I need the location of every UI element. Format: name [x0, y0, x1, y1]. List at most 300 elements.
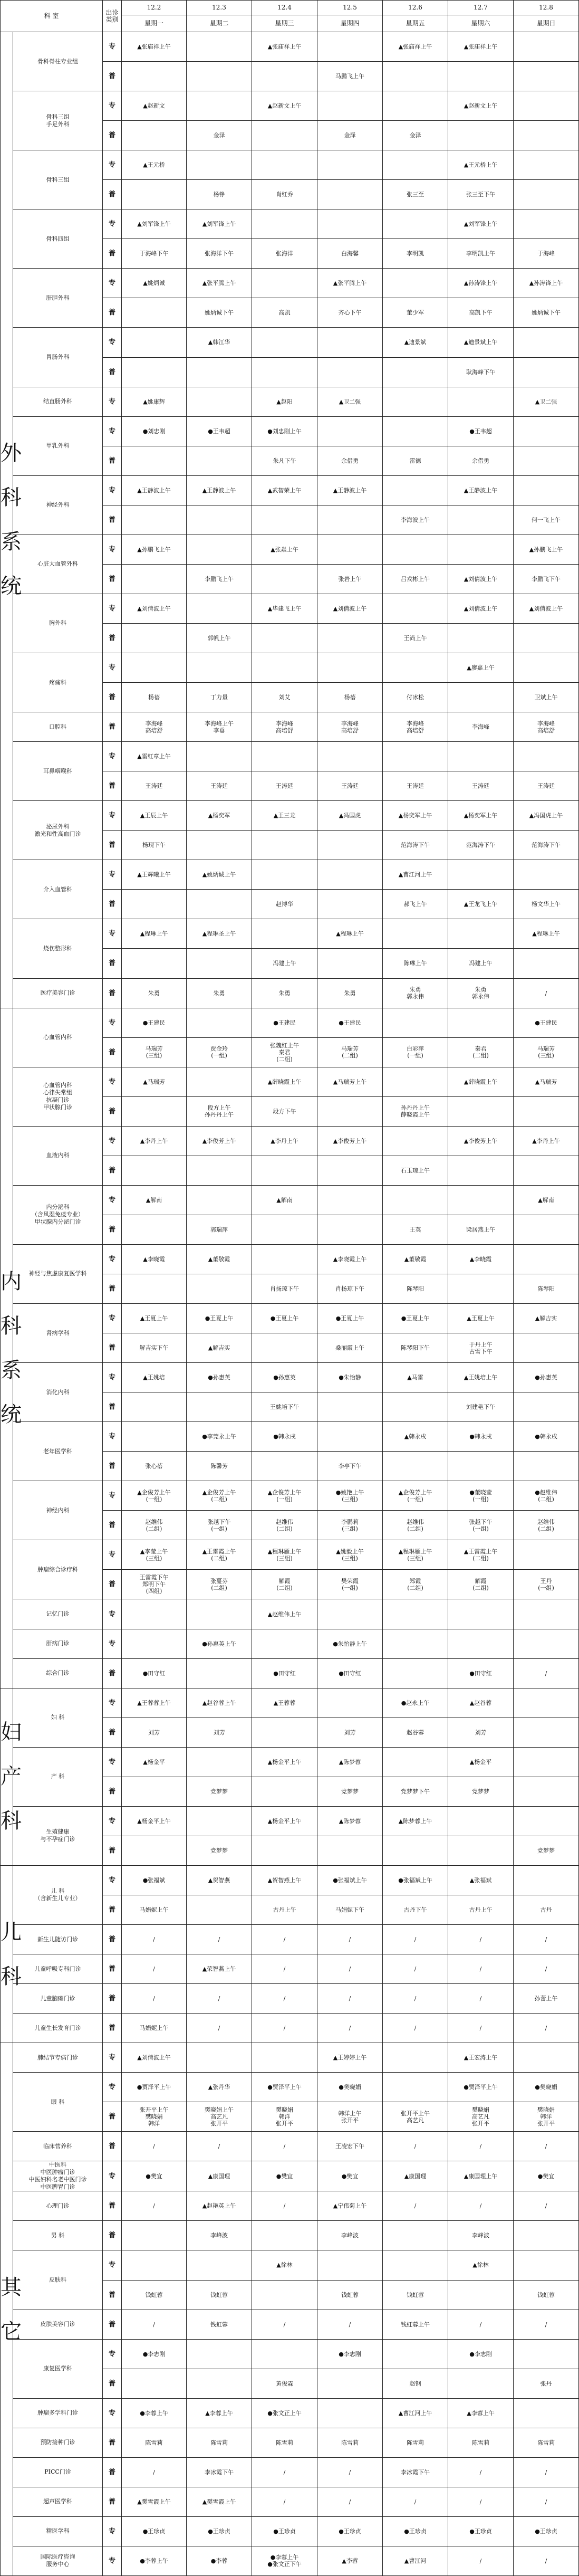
schedule-row	[1, 2221, 579, 2250]
schedule-cell: ▲马雷	[383, 1363, 448, 1392]
schedule-cell	[122, 890, 187, 919]
schedule-cell-line: 张蔓芬	[210, 1577, 228, 1585]
clinic-type: 普	[103, 1156, 122, 1185]
schedule-cell: ▲曹江河	[383, 2546, 448, 2575]
schedule-row	[1, 2014, 579, 2043]
schedule-cell	[317, 1570, 383, 1599]
schedule-cell	[448, 1096, 514, 1126]
schedule-cell: ▲董敬霞	[383, 1244, 448, 1274]
weekday-header: 星期六	[448, 15, 514, 32]
clinic-type: 专	[103, 594, 122, 623]
clinic-type: 普	[103, 1570, 122, 1599]
schedule-cell	[252, 1777, 317, 1806]
dept-name-line: 皮肤科	[49, 2276, 66, 2284]
schedule-cell: 朱凡下午	[252, 446, 317, 475]
schedule-cell: 马鹏飞上午	[317, 62, 383, 91]
schedule-cell: ▲马瑞芳	[514, 1067, 579, 1096]
schedule-cell: ▲张庙祥上午	[383, 32, 448, 62]
schedule-cell: ●田守红	[317, 1658, 383, 1688]
schedule-cell-line: (三组)	[146, 1052, 162, 1060]
schedule-cell: ▲李丹上午	[122, 1126, 187, 1156]
schedule-cell	[383, 475, 448, 505]
schedule-cell	[383, 978, 448, 1008]
schedule-cell: ●孙惠英	[514, 1363, 579, 1392]
schedule-cell: 钱虹蓉	[514, 2280, 579, 2310]
schedule-cell	[252, 1718, 317, 1747]
schedule-cell: ▲赵新文上午	[448, 91, 514, 121]
schedule-cell-line: 张开平	[472, 2120, 490, 2127]
clinic-type: 普	[103, 180, 122, 209]
schedule-cell	[252, 1156, 317, 1185]
schedule-cell-line: 薛晓霞上午	[401, 1111, 430, 1119]
dept-name-line: 肾病学科	[46, 1329, 70, 1337]
schedule-row	[1, 1244, 579, 1274]
schedule-cell	[514, 1511, 579, 1540]
schedule-cell	[383, 1096, 448, 1126]
schedule-cell: /	[317, 2310, 383, 2339]
schedule-cell	[187, 1156, 252, 1185]
dept-name-line: 记忆门诊	[46, 1610, 70, 1617]
schedule-cell: 金泽	[317, 121, 383, 150]
schedule-cell	[514, 1777, 579, 1806]
weekday-header: 星期日	[514, 15, 579, 32]
dept-name-line: 康复医学科	[43, 2365, 72, 2372]
schedule-cell	[317, 949, 383, 978]
schedule-cell	[514, 1865, 579, 1895]
schedule-cell	[317, 1037, 383, 1067]
schedule-cell: 陈雪莉	[187, 2428, 252, 2457]
schedule-cell	[252, 505, 317, 535]
schedule-cell: 付冰松	[383, 683, 448, 712]
schedule-cell: ▲杨金平上午	[122, 1806, 187, 1836]
schedule-cell	[187, 446, 252, 475]
schedule-cell	[514, 2339, 579, 2369]
schedule-cell	[383, 2073, 448, 2102]
schedule-cell	[448, 978, 514, 1008]
schedule-cell	[187, 62, 252, 91]
schedule-cell: ▲程琳上午	[122, 919, 187, 949]
schedule-cell-line: (一组)	[407, 1052, 423, 1060]
schedule-cell-line: 高艺凡	[407, 2116, 424, 2124]
schedule-cell: ●王韦超	[187, 416, 252, 446]
dept-name-line: 神经与焦虑康复医学科	[28, 1270, 87, 1277]
schedule-cell: 高凯下午	[448, 298, 514, 328]
schedule-cell: 范海涛下午	[448, 831, 514, 860]
schedule-cell: /	[514, 2457, 579, 2487]
schedule-cell: ▲薛晓霞上午	[448, 1067, 514, 1096]
schedule-cell: ▲赵维伟上午	[252, 1599, 317, 1629]
weekday-header: 星期四	[317, 15, 383, 32]
clinic-type: 专	[103, 32, 122, 62]
clinic-type: 普	[103, 978, 122, 1008]
clinic-type: 专	[103, 269, 122, 298]
clinic-type: 普	[103, 2457, 122, 2487]
clinic-type: 普	[103, 890, 122, 919]
schedule-cell: ●王夏上午	[187, 1304, 252, 1333]
schedule-cell: ▲杨金平	[122, 1747, 187, 1777]
schedule-cell: ▲李俊芳上午	[448, 1126, 514, 1156]
schedule-cell: ●贾泽平上午	[448, 2073, 514, 2102]
schedule-row	[1, 2546, 579, 2575]
schedule-cell: ▲李蓉上午	[187, 2398, 252, 2428]
date-header: 12.7	[448, 1, 514, 15]
schedule-cell	[187, 949, 252, 978]
schedule-cell: /	[252, 2014, 317, 2043]
schedule-cell-line: (二组)	[276, 1584, 293, 1591]
dept-name-line: 烧伤整形科	[43, 944, 72, 952]
schedule-cell-line: ▲程琳雁上午	[267, 1548, 302, 1555]
schedule-cell	[252, 357, 317, 387]
dept-name	[13, 328, 103, 387]
schedule-cell: 冯建上午	[448, 949, 514, 978]
clinic-type: 专	[103, 1304, 122, 1333]
schedule-cell: ▲樊雪霞上午	[187, 2487, 252, 2516]
schedule-cell	[514, 1215, 579, 1244]
schedule-cell	[383, 535, 448, 564]
schedule-cell	[448, 1511, 514, 1540]
schedule-cell: 李峰波	[317, 2221, 383, 2250]
dept-name-line: 甲状腺内分泌门诊	[34, 1218, 81, 1226]
date-header: 12.5	[317, 1, 383, 15]
type-header: 出诊类别	[103, 1, 122, 32]
clinic-type: 专	[103, 1126, 122, 1156]
schedule-cell: ●王建民	[514, 1008, 579, 1037]
clinic-type: 专	[103, 1629, 122, 1658]
clinic-type: 普	[103, 121, 122, 150]
schedule-cell: /	[448, 1984, 514, 2014]
schedule-cell-line: 张开平	[341, 2116, 359, 2124]
schedule-cell: 马娟妮下午	[317, 1895, 383, 1924]
schedule-cell	[514, 1747, 579, 1777]
schedule-cell-line: (一组)	[211, 1525, 227, 1532]
schedule-cell: ▲杨奕军	[187, 801, 252, 831]
schedule-cell: 于海峰下午	[122, 239, 187, 269]
dept-name-line: 临床营养科	[43, 2142, 72, 2150]
schedule-cell: 张三至	[383, 180, 448, 209]
dept-name	[13, 209, 103, 269]
schedule-row	[1, 2457, 579, 2487]
schedule-cell: /	[122, 2191, 187, 2221]
schedule-cell	[383, 269, 448, 298]
group-label-char: 统	[1, 574, 22, 599]
schedule-cell	[448, 1629, 514, 1658]
dept-name-line: 中医妇科名老中医门诊	[28, 2176, 87, 2183]
dept-name	[13, 1008, 103, 1067]
schedule-cell	[187, 1540, 252, 1570]
schedule-cell: /	[448, 1925, 514, 1954]
schedule-cell: ●王夏上午	[383, 1304, 448, 1333]
schedule-cell: 党梦梦	[317, 1777, 383, 1806]
schedule-cell	[252, 2102, 317, 2132]
schedule-cell	[448, 683, 514, 712]
schedule-cell: 肖扬琼下午	[252, 1274, 317, 1303]
schedule-cell: 段方下午	[252, 1096, 317, 1126]
schedule-cell: 丁力量	[187, 683, 252, 712]
schedule-cell-line: (四组)	[146, 1588, 162, 1595]
schedule-cell: 金泽	[187, 121, 252, 150]
schedule-cell	[187, 2102, 252, 2132]
schedule-cell-line: 樊晓娟	[276, 2106, 294, 2114]
schedule-cell: 张心蓓	[122, 1452, 187, 1481]
dept-name	[13, 2250, 103, 2310]
schedule-cell	[252, 742, 317, 771]
schedule-cell	[187, 1747, 252, 1777]
schedule-cell	[317, 1540, 383, 1570]
schedule-cell-line: 郑明下午	[142, 1581, 166, 1588]
schedule-cell: /	[383, 2487, 448, 2516]
dept-name-line: 骨科四组	[46, 235, 70, 242]
schedule-row	[1, 1185, 579, 1215]
schedule-cell: /	[252, 2487, 317, 2516]
schedule-cell: ▲李蓉上午	[448, 2398, 514, 2428]
schedule-cell: 党梦梦下午	[383, 1777, 448, 1806]
schedule-cell: ▲解吉实	[514, 1304, 579, 1333]
dept-name	[13, 269, 103, 328]
schedule-cell: 陈雪莉	[317, 2428, 383, 2457]
schedule-cell: 黄俊霖	[252, 2369, 317, 2398]
schedule-cell	[252, 2546, 317, 2575]
schedule-row	[1, 2132, 579, 2161]
schedule-cell	[187, 1392, 252, 1422]
schedule-cell-line: ▲王雷霞上午	[202, 1548, 236, 1555]
dept-name-line: 精医学科	[46, 2527, 70, 2535]
schedule-cell-line: ●姚艳上午	[335, 1489, 364, 1496]
schedule-cell	[317, 1215, 383, 1244]
dept-name-line: 泌尿外科	[46, 823, 70, 830]
schedule-cell: ▲卫二强	[317, 387, 383, 416]
dept-name	[13, 2191, 103, 2221]
schedule-cell	[122, 1156, 187, 1185]
dept-name	[13, 594, 103, 653]
schedule-cell	[383, 1658, 448, 1688]
dept-name	[13, 535, 103, 594]
clinic-type: 普	[103, 446, 122, 475]
schedule-row	[1, 1363, 579, 1392]
schedule-cell: ▲王姚培上午	[448, 1363, 514, 1392]
schedule-cell: 李海峰	[448, 712, 514, 742]
schedule-cell	[187, 1067, 252, 1096]
schedule-cell	[383, 62, 448, 91]
schedule-cell: 王涛廷	[448, 771, 514, 801]
schedule-cell	[122, 1629, 187, 1658]
schedule-cell-line: (二组)	[276, 1055, 293, 1063]
schedule-cell-line: (三组)	[407, 1554, 423, 1562]
dept-name-line: 服务中心	[46, 2561, 70, 2568]
schedule-cell	[122, 328, 187, 357]
dept-name	[13, 860, 103, 919]
schedule-cell	[122, 2250, 187, 2280]
schedule-cell: ●田守红	[122, 1658, 187, 1688]
group-label-char: 统	[1, 1402, 22, 1427]
clinic-type: 普	[103, 2487, 122, 2516]
dept-name-line: 皮肤美容门诊	[40, 2321, 75, 2328]
schedule-cell	[317, 890, 383, 919]
schedule-cell: 于海峰	[514, 239, 579, 269]
schedule-cell: /	[448, 2310, 514, 2339]
schedule-cell	[383, 1126, 448, 1156]
schedule-cell: ▲解吉实	[187, 1333, 252, 1363]
schedule-cell: 王英	[383, 1215, 448, 1244]
schedule-cell-line: 解霞	[475, 1577, 487, 1585]
schedule-cell	[448, 1570, 514, 1599]
schedule-cell-line: 李海峰	[145, 720, 163, 727]
schedule-cell-line: ●张文正下午	[267, 2561, 302, 2568]
schedule-cell	[122, 1481, 187, 1511]
schedule-cell-line: ●董晓莹	[469, 1489, 492, 1496]
schedule-cell: 姚炳诚下午	[187, 298, 252, 328]
schedule-cell	[122, 712, 187, 742]
schedule-cell-line: 高培舒	[537, 727, 555, 734]
schedule-cell: ●樊晓娟	[514, 2073, 579, 2102]
clinic-type: 普	[103, 771, 122, 801]
dept-name	[13, 2310, 103, 2339]
schedule-cell: /	[187, 1925, 252, 1954]
schedule-cell	[448, 1452, 514, 1481]
schedule-cell	[514, 1481, 579, 1511]
clinic-type: 专	[103, 328, 122, 357]
schedule-cell	[317, 357, 383, 387]
dept-name-line: 妇 科	[51, 1714, 65, 1721]
dept-name	[13, 1185, 103, 1244]
schedule-cell: 郝飞上午	[383, 890, 448, 919]
clinic-type: 普	[103, 623, 122, 653]
schedule-cell: ●赵永上午	[383, 1688, 448, 1718]
dept-name-line: 介入血管科	[43, 885, 72, 893]
schedule-cell: 李鹏飞下午	[514, 564, 579, 594]
group-label-char: 其	[1, 2275, 22, 2300]
schedule-cell: ▲王辉曦上午	[122, 860, 187, 890]
schedule-cell	[448, 860, 514, 890]
clinic-type: 普	[103, 2310, 122, 2339]
schedule-cell	[448, 387, 514, 416]
schedule-cell: ▲樊雪霞上午	[122, 2487, 187, 2516]
clinic-type: 专	[103, 2073, 122, 2102]
clinic-type: 专	[103, 919, 122, 949]
schedule-cell: 冯建上午	[252, 949, 317, 978]
schedule-cell: ●李蓉	[187, 2546, 252, 2575]
schedule-cell: 杨铮	[187, 180, 252, 209]
dept-name	[13, 475, 103, 535]
schedule-cell: 李峰波	[187, 2221, 252, 2250]
schedule-cell-line: 高培舒	[276, 727, 294, 734]
schedule-cell	[383, 209, 448, 239]
schedule-cell: 刘芳	[317, 1718, 383, 1747]
dept-name	[13, 1481, 103, 1540]
schedule-cell-line: 贾金玲	[210, 1045, 228, 1053]
schedule-cell: ●李志刚	[122, 2339, 187, 2369]
dept-name-line: 男 科	[51, 2231, 65, 2239]
schedule-cell	[187, 890, 252, 919]
schedule-cell: ▲张平腾上午	[187, 269, 252, 298]
dept-name	[13, 1865, 103, 1924]
dept-name	[13, 2132, 103, 2161]
schedule-cell	[383, 2250, 448, 2280]
dept-name	[13, 1954, 103, 1984]
schedule-cell	[317, 180, 383, 209]
schedule-cell-line: 高艺凡	[210, 2113, 228, 2121]
schedule-cell-line: ▲企俊芳上午	[398, 1489, 432, 1496]
schedule-cell: ▲王夏上午	[448, 1304, 514, 1333]
dept-name	[13, 801, 103, 860]
schedule-cell: /	[448, 2546, 514, 2575]
schedule-cell-line: 高艺凡	[472, 2113, 490, 2121]
schedule-cell	[122, 1540, 187, 1570]
schedule-cell-line: (三组)	[146, 1554, 162, 1562]
schedule-cell	[383, 2102, 448, 2132]
dept-name-line: （含新生儿专业）	[34, 1895, 81, 1902]
schedule-cell: ●樊宜	[252, 2161, 317, 2191]
schedule-cell: ▲韩永戌	[383, 1422, 448, 1452]
dept-name-line: 消化内科	[46, 1388, 70, 1396]
schedule-cell: ▲孙鹏飞上午	[122, 535, 187, 564]
schedule-cell: ●王韦超	[448, 416, 514, 446]
schedule-cell: ●王珍贞	[383, 2516, 448, 2546]
schedule-cell: ●王建民	[122, 1008, 187, 1037]
schedule-cell-line: 张开平	[210, 2120, 228, 2127]
clinic-type: 专	[103, 1747, 122, 1777]
schedule-cell	[514, 1392, 579, 1422]
schedule-cell: 杨现下午	[122, 831, 187, 860]
schedule-cell: /	[383, 2014, 448, 2043]
schedule-cell	[383, 1037, 448, 1067]
schedule-cell: 余借勇	[448, 446, 514, 475]
schedule-cell: ●樊宜	[514, 2161, 579, 2191]
dept-name	[13, 2457, 103, 2487]
schedule-cell: 齐心下午	[317, 298, 383, 328]
schedule-cell	[383, 742, 448, 771]
schedule-cell: ▲李蓉	[317, 2546, 383, 2575]
schedule-cell: ▲王夏上午	[122, 1304, 187, 1333]
schedule-cell	[514, 1599, 579, 1629]
schedule-cell	[317, 623, 383, 653]
dept-name-line: 神经外科	[46, 501, 70, 509]
schedule-row	[1, 91, 579, 121]
clinic-type: 专	[103, 2161, 122, 2191]
dept-name-line: 神经内科	[46, 1506, 70, 1514]
schedule-cell: 李峰波	[448, 2221, 514, 2250]
clinic-type: 普	[103, 2132, 122, 2161]
clinic-type: 专	[103, 742, 122, 771]
clinic-type: 专	[103, 2043, 122, 2073]
schedule-cell	[252, 919, 317, 949]
schedule-cell	[317, 1392, 383, 1422]
schedule-cell: ▲刘倩波上午	[122, 2043, 187, 2073]
group-label-char: 妇	[1, 1720, 22, 1745]
schedule-cell: ▲张福斌	[448, 1865, 514, 1895]
dept-name	[13, 2487, 103, 2516]
schedule-cell: ●韩永戌	[514, 1422, 579, 1452]
schedule-cell: /	[317, 1925, 383, 1954]
schedule-cell	[187, 2250, 252, 2280]
schedule-cell: ▲张庙祥上午	[448, 32, 514, 62]
dept-name-line: 骨科脊柱专业组	[37, 58, 78, 65]
schedule-cell	[252, 209, 317, 239]
schedule-cell	[383, 1599, 448, 1629]
schedule-cell: 余借勇	[317, 446, 383, 475]
dept-name	[13, 1629, 103, 1658]
schedule-cell: 金泽	[383, 121, 448, 150]
schedule-cell: /	[252, 2132, 317, 2161]
schedule-cell: ●王建民	[252, 1008, 317, 1037]
schedule-cell: 刘建艳下午	[448, 1392, 514, 1422]
schedule-cell: /	[514, 2014, 579, 2043]
schedule-cell	[187, 1658, 252, 1688]
schedule-cell: 陈琴阳	[514, 1274, 579, 1303]
clinic-type: 专	[103, 1481, 122, 1511]
schedule-cell: 陈雪莉	[252, 2428, 317, 2457]
clinic-type: 普	[103, 2428, 122, 2457]
dept-name-line: 肝病门诊	[46, 1640, 70, 1647]
